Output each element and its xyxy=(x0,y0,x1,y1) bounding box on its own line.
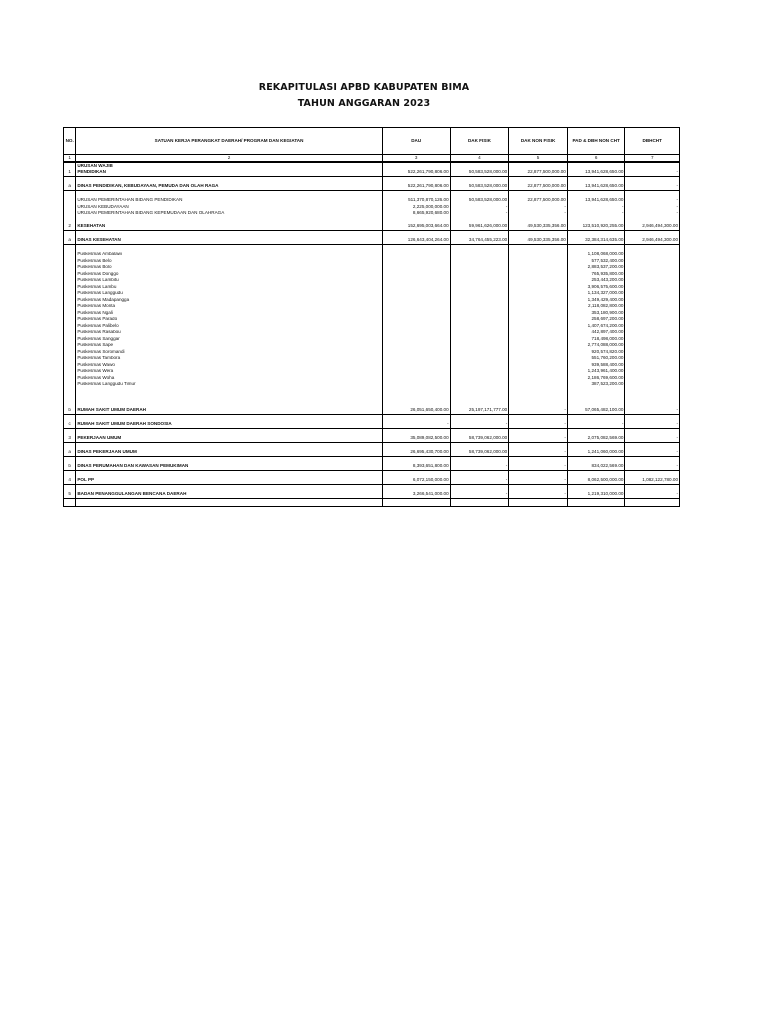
table-row xyxy=(64,177,680,184)
dau-cell: 26,051,650,400.00 xyxy=(382,408,450,415)
row-number xyxy=(64,457,76,464)
column-number: 4 xyxy=(450,155,509,163)
row-label: URUSAN WAJIB xyxy=(76,162,382,170)
pad-dbh-cell: 1,243,961,400.00 xyxy=(567,369,625,376)
table-row xyxy=(64,485,680,492)
dbhcht-cell: - xyxy=(625,170,680,177)
pad-dbh-cell: 13,941,628,650.00 xyxy=(567,198,625,205)
header-row xyxy=(64,128,680,155)
row-label: Puskesmas Wera xyxy=(76,369,382,376)
dau-cell: 2,225,000,000.00 xyxy=(382,204,450,211)
row-label xyxy=(76,443,382,450)
dau-cell xyxy=(382,162,450,170)
dak-fisik-cell xyxy=(450,415,509,422)
dbhcht-cell: 2,946,494,300.00 xyxy=(625,224,680,231)
dak-non-fisik-cell xyxy=(509,415,568,422)
pad-dbh-cell: 258,697,200.00 xyxy=(567,317,625,324)
row-number: c xyxy=(64,422,76,429)
dbhcht-cell: - xyxy=(625,464,680,471)
dbhcht-cell: 2,946,494,300.00 xyxy=(625,238,680,245)
pad-dbh-cell: 353,180,900.00 xyxy=(567,310,625,317)
header-dak-non-fisik: DAK NON FISIK xyxy=(509,128,568,155)
dak-non-fisik-cell: 49,530,335,356.00 xyxy=(509,238,568,245)
dak-non-fisik-cell: 22,877,500,000.00 xyxy=(509,198,568,205)
row-label: Puskesmas Lambitu xyxy=(76,278,382,285)
row-label: RUMAH SAKIT UMUM DAERAH xyxy=(76,408,382,415)
dau-cell xyxy=(382,485,450,492)
dak-fisik-cell xyxy=(450,162,509,170)
dak-non-fisik-cell xyxy=(509,245,568,252)
dak-fisik-cell xyxy=(450,191,509,198)
row-label xyxy=(76,471,382,478)
row-label: Puskesmas Tambora xyxy=(76,356,382,363)
header-no: NO. xyxy=(64,128,76,155)
row-label xyxy=(76,415,382,422)
dau-cell: 511,370,870,126.00 xyxy=(382,198,450,205)
report-subtitle: TAHUN ANGGARAN 2023 xyxy=(297,98,431,109)
dau-cell xyxy=(382,499,450,507)
dbhcht-cell xyxy=(625,471,680,478)
dak-non-fisik-cell xyxy=(509,471,568,478)
row-number xyxy=(64,245,76,252)
row-number: 2 xyxy=(64,224,76,231)
dak-non-fisik-cell xyxy=(509,443,568,450)
dau-cell: 522,261,790,806.00 xyxy=(382,184,450,191)
dak-fisik-cell xyxy=(450,443,509,450)
row-number: 5 xyxy=(64,492,76,499)
table-row xyxy=(64,436,680,443)
dau-cell: 6,072,150,000.00 xyxy=(382,478,450,485)
row-number xyxy=(64,429,76,436)
dau-cell xyxy=(382,443,450,450)
row-number xyxy=(64,485,76,492)
dbhcht-cell xyxy=(625,245,680,252)
column-number: 6 xyxy=(567,155,625,163)
pad-dbh-cell: 3,906,575,600.00 xyxy=(567,284,625,291)
row-number xyxy=(64,471,76,478)
pad-dbh-cell: 1,108,068,000.00 xyxy=(567,252,625,259)
dbhcht-cell xyxy=(625,191,680,198)
table-row xyxy=(64,162,680,170)
pad-dbh-cell: - xyxy=(567,211,625,218)
dak-non-fisik-cell: - xyxy=(509,492,568,499)
dbhcht-cell: - xyxy=(625,450,680,457)
dbhcht-cell xyxy=(625,457,680,464)
dak-non-fisik-cell: - xyxy=(509,464,568,471)
dbhcht-cell: - xyxy=(625,436,680,443)
pad-dbh-cell: 2,075,082,569.00 xyxy=(567,436,625,443)
row-label: Puskesmas Ngali xyxy=(76,310,382,317)
dak-fisik-cell xyxy=(450,499,509,507)
row-label xyxy=(76,245,382,252)
dbhcht-cell xyxy=(625,443,680,450)
row-number xyxy=(64,499,76,507)
dak-fisik-cell: 34,764,455,223.00 xyxy=(450,238,509,245)
row-number xyxy=(64,191,76,198)
dau-cell: 35,089,082,500.00 xyxy=(382,436,450,443)
dbhcht-cell xyxy=(625,231,680,238)
row-label: DINAS PENDIDIKAN, KEBUDAYAAN, PEMUDA DAN OLAH RAGA xyxy=(76,184,382,191)
row-label xyxy=(76,499,382,507)
pad-dbh-cell: 1,241,060,000.00 xyxy=(567,450,625,457)
dak-fisik-cell: 59,961,626,000.00 xyxy=(450,224,509,231)
row-label: Puskesmas Parado xyxy=(76,317,382,324)
dau-cell xyxy=(382,245,450,252)
row-label: POL PP xyxy=(76,478,382,485)
dak-non-fisik-cell xyxy=(509,429,568,436)
pad-dbh-cell xyxy=(567,231,625,238)
pad-dbh-cell: 939,588,400.00 xyxy=(567,362,625,369)
dak-non-fisik-cell xyxy=(509,231,568,238)
dak-fisik-cell: 50,583,528,000.00 xyxy=(450,198,509,205)
table-row xyxy=(64,224,680,231)
row-label xyxy=(76,429,382,436)
row-label xyxy=(76,485,382,492)
pad-dbh-cell xyxy=(567,457,625,464)
header-satuan: SATUAN KERJA PERANGKAT DAERAH/ PROGRAM DAN KEGIATAN xyxy=(76,128,382,155)
dak-fisik-cell: 25,197,171,777.00 xyxy=(450,408,509,415)
table-row xyxy=(64,429,680,436)
row-label: PENDIDIKAN xyxy=(76,170,382,177)
header-dau: DAU xyxy=(382,128,450,155)
row-label: RUMAH SAKIT UMUM DAERAH SONDOSIA xyxy=(76,422,382,429)
report-title: REKAPITULASI APBD KABUPATEN BIMA xyxy=(258,82,470,93)
row-label: URUSAN KEBUDAYAAN xyxy=(76,204,382,211)
row-label: PEKERJAAN UMUM xyxy=(76,436,382,443)
dau-cell xyxy=(382,415,450,422)
pad-dbh-cell xyxy=(567,429,625,436)
table-row xyxy=(64,191,680,198)
row-label: Puskesmas Madapangga xyxy=(76,297,382,304)
dau-cell xyxy=(382,429,450,436)
pad-dbh-cell xyxy=(567,177,625,184)
pad-dbh-cell: 1,134,327,000.00 xyxy=(567,291,625,298)
dak-fisik-cell: - xyxy=(450,211,509,218)
dak-non-fisik-cell: - xyxy=(509,211,568,218)
dau-cell: 8,665,920,680.00 xyxy=(382,211,450,218)
dbhcht-cell xyxy=(625,499,680,507)
pad-dbh-cell: 123,510,920,255.00 xyxy=(567,224,625,231)
dau-cell xyxy=(382,177,450,184)
pad-dbh-cell: - xyxy=(567,422,625,429)
column-number: 5 xyxy=(509,155,568,163)
dak-fisik-cell xyxy=(450,245,509,252)
dau-cell: 3,266,541,000.00 xyxy=(382,492,450,499)
dau-cell: 126,643,404,264.00 xyxy=(382,238,450,245)
pad-dbh-cell: 57,065,482,100.00 xyxy=(567,408,625,415)
dau-cell xyxy=(382,457,450,464)
dak-fisik-cell: - xyxy=(450,204,509,211)
dak-non-fisik-cell: 22,877,500,000.00 xyxy=(509,170,568,177)
row-number xyxy=(64,443,76,450)
row-label: Puskesmas Sanggar xyxy=(76,336,382,343)
column-number: 1 xyxy=(64,155,76,163)
row-label: DINAS PEKERJAAN UMUM xyxy=(76,450,382,457)
dak-non-fisik-cell: - xyxy=(509,478,568,485)
table-row xyxy=(64,184,680,191)
pad-dbh-cell xyxy=(567,443,625,450)
dau-cell: 8,393,651,800.00 xyxy=(382,464,450,471)
row-label: Puskesmas Donggo xyxy=(76,271,382,278)
dbhcht-cell: - xyxy=(625,492,680,499)
dak-fisik-cell: - xyxy=(450,492,509,499)
table-row xyxy=(64,464,680,471)
dbhcht-cell: - xyxy=(625,408,680,415)
pad-dbh-cell: 834,022,569.00 xyxy=(567,464,625,471)
dbhcht-cell: - xyxy=(625,422,680,429)
pad-dbh-cell xyxy=(567,471,625,478)
table-row xyxy=(64,231,680,238)
dbhcht-cell xyxy=(625,177,680,184)
row-label xyxy=(76,231,382,238)
row-label: Puskesmas Ambalawi xyxy=(76,252,382,259)
pad-dbh-cell xyxy=(567,485,625,492)
table-row xyxy=(64,492,680,499)
table-row xyxy=(64,478,680,485)
pad-dbh-cell: 1,407,674,200.00 xyxy=(567,323,625,330)
header-dbhcht: DBHCHT xyxy=(625,128,680,155)
dak-fisik-cell: 50,583,528,000.00 xyxy=(450,184,509,191)
row-number xyxy=(64,177,76,184)
pad-dbh-cell: 1,349,429,400.00 xyxy=(567,297,625,304)
pad-dbh-cell xyxy=(567,191,625,198)
header-pad-dbh: PAD & DBH NON CHT xyxy=(567,128,625,155)
dak-fisik-cell xyxy=(450,429,509,436)
budget-table xyxy=(63,127,680,507)
dau-cell: 152,695,003,664.00 xyxy=(382,224,450,231)
row-label: Puskesmas Bolo xyxy=(76,265,382,272)
dak-non-fisik-cell: - xyxy=(509,422,568,429)
dak-non-fisik-cell: - xyxy=(509,436,568,443)
dak-non-fisik-cell: - xyxy=(509,408,568,415)
dau-cell xyxy=(382,191,450,198)
header-dak-fisik: DAK FISIK xyxy=(450,128,509,155)
pad-dbh-cell: 920,574,820.00 xyxy=(567,349,625,356)
row-label xyxy=(76,191,382,198)
dau-cell: 522,261,790,806.00 xyxy=(382,170,450,177)
row-number: a xyxy=(64,184,76,191)
row-label xyxy=(76,457,382,464)
row-label: Puskesmas Sape xyxy=(76,343,382,350)
dbhcht-cell: - xyxy=(625,198,680,205)
row-label: URUSAN PEMERINTAHAN BIDANG PENDIDIKAN xyxy=(76,198,382,205)
row-number: b xyxy=(64,408,76,415)
row-number: a xyxy=(64,450,76,457)
dbhcht-cell xyxy=(625,415,680,422)
dak-fisik-cell xyxy=(450,471,509,478)
dak-non-fisik-cell: 22,877,500,000.00 xyxy=(509,184,568,191)
row-label: URUSAN PEMERINTAHAN BIDANG KEPEMUDAAN DAN OLAHRAGA xyxy=(76,211,382,218)
pad-dbh-cell: 2,118,082,800.00 xyxy=(567,304,625,311)
pad-dbh-cell: 577,532,400.00 xyxy=(567,258,625,265)
row-label: DINAS KESEHATAN xyxy=(76,238,382,245)
dak-fisik-cell: 50,583,528,000.00 xyxy=(450,170,509,177)
pad-dbh-cell: 551,760,200.00 xyxy=(567,356,625,363)
dak-non-fisik-cell xyxy=(509,485,568,492)
pad-dbh-cell: 253,443,200.00 xyxy=(567,278,625,285)
dak-fisik-cell: - xyxy=(450,422,509,429)
dak-fisik-cell: 58,739,062,000.00 xyxy=(450,450,509,457)
dak-non-fisik-cell: 49,530,335,356.00 xyxy=(509,224,568,231)
dbhcht-cell: 1,082,122,780.00 xyxy=(625,478,680,485)
dbhcht-cell xyxy=(625,162,680,170)
pad-dbh-cell xyxy=(567,499,625,507)
dak-non-fisik-cell xyxy=(509,457,568,464)
table-row xyxy=(64,170,680,177)
row-label xyxy=(76,177,382,184)
dau-cell: - xyxy=(382,422,450,429)
row-label: Puskesmas Belo xyxy=(76,258,382,265)
pad-dbh-cell: 13,941,628,650.00 xyxy=(567,184,625,191)
table-row xyxy=(64,238,680,245)
dbhcht-cell: - xyxy=(625,204,680,211)
row-number xyxy=(64,231,76,238)
table-row xyxy=(64,245,680,252)
dau-cell xyxy=(382,471,450,478)
dak-fisik-cell xyxy=(450,177,509,184)
table-row xyxy=(64,422,680,429)
dak-non-fisik-cell xyxy=(509,162,568,170)
column-number-row xyxy=(64,155,680,163)
dak-non-fisik-cell xyxy=(509,191,568,198)
row-label: DINAS PERUMAHAN DAN KAWASAN PEMUKIMAN xyxy=(76,464,382,471)
pad-dbh-cell: 2,186,769,600.00 xyxy=(567,375,625,382)
table-row xyxy=(64,408,680,415)
pad-dbh-cell xyxy=(567,415,625,422)
dbhcht-cell: - xyxy=(625,211,680,218)
row-number xyxy=(64,415,76,422)
row-label: Puskesmas Monta xyxy=(76,304,382,311)
row-label: BADAN PENANGGULANGAN BENCANA DAERAH xyxy=(76,492,382,499)
row-number: b xyxy=(64,464,76,471)
row-number: a xyxy=(64,238,76,245)
table-row xyxy=(64,415,680,422)
pad-dbh-cell: 2,774,088,000.00 xyxy=(567,343,625,350)
table-row xyxy=(64,499,680,507)
table-row xyxy=(64,443,680,450)
row-label: KESEHATAN xyxy=(76,224,382,231)
dak-fisik-cell: - xyxy=(450,478,509,485)
dbhcht-cell xyxy=(625,429,680,436)
dak-non-fisik-cell: - xyxy=(509,450,568,457)
row-label: Puskesmas Wawo xyxy=(76,362,382,369)
dak-fisik-cell xyxy=(450,457,509,464)
pad-dbh-cell: 13,941,628,650.00 xyxy=(567,170,625,177)
dak-fisik-cell: 58,739,062,000.00 xyxy=(450,436,509,443)
row-label: Puskesmas Palibelo xyxy=(76,323,382,330)
row-label: Puskesmas Woha xyxy=(76,375,382,382)
pad-dbh-cell xyxy=(567,162,625,170)
pad-dbh-cell: 32,384,314,635.00 xyxy=(567,238,625,245)
pad-dbh-cell: 718,498,000.00 xyxy=(567,336,625,343)
table-row xyxy=(64,457,680,464)
pad-dbh-cell: 2,883,537,200.00 xyxy=(567,265,625,272)
dau-cell xyxy=(382,231,450,238)
row-number xyxy=(64,162,76,170)
dak-fisik-cell xyxy=(450,485,509,492)
dbhcht-cell xyxy=(625,485,680,492)
row-label: Puskesmas Langgudu xyxy=(76,291,382,298)
pad-dbh-cell xyxy=(567,245,625,252)
pad-dbh-cell: 387,523,200.00 xyxy=(567,382,625,389)
column-number: 3 xyxy=(382,155,450,163)
pad-dbh-cell: 765,935,800.00 xyxy=(567,271,625,278)
row-label: Puskesmas Lambu xyxy=(76,284,382,291)
dak-non-fisik-cell: - xyxy=(509,204,568,211)
pad-dbh-cell: 442,897,400.00 xyxy=(567,330,625,337)
pad-dbh-cell: 8,062,500,000.00 xyxy=(567,478,625,485)
table-row xyxy=(64,471,680,478)
column-number: 7 xyxy=(625,155,680,163)
dak-non-fisik-cell xyxy=(509,499,568,507)
dbhcht-cell: - xyxy=(625,184,680,191)
row-label: Puskesmas Rasabou xyxy=(76,330,382,337)
dak-fisik-cell xyxy=(450,231,509,238)
pad-dbh-cell: 1,219,310,000.00 xyxy=(567,492,625,499)
table-row xyxy=(64,450,680,457)
column-number: 2 xyxy=(76,155,382,163)
dak-fisik-cell: - xyxy=(450,464,509,471)
row-label: Puskesmas Soromandi xyxy=(76,349,382,356)
pad-dbh-cell: - xyxy=(567,204,625,211)
dak-non-fisik-cell xyxy=(509,177,568,184)
row-number: 1 xyxy=(64,170,76,177)
row-number: 4 xyxy=(64,478,76,485)
dau-cell: 26,695,430,700.00 xyxy=(382,450,450,457)
row-number: 3 xyxy=(64,436,76,443)
row-label: Puskesmas Langgudu Timur xyxy=(76,382,382,389)
